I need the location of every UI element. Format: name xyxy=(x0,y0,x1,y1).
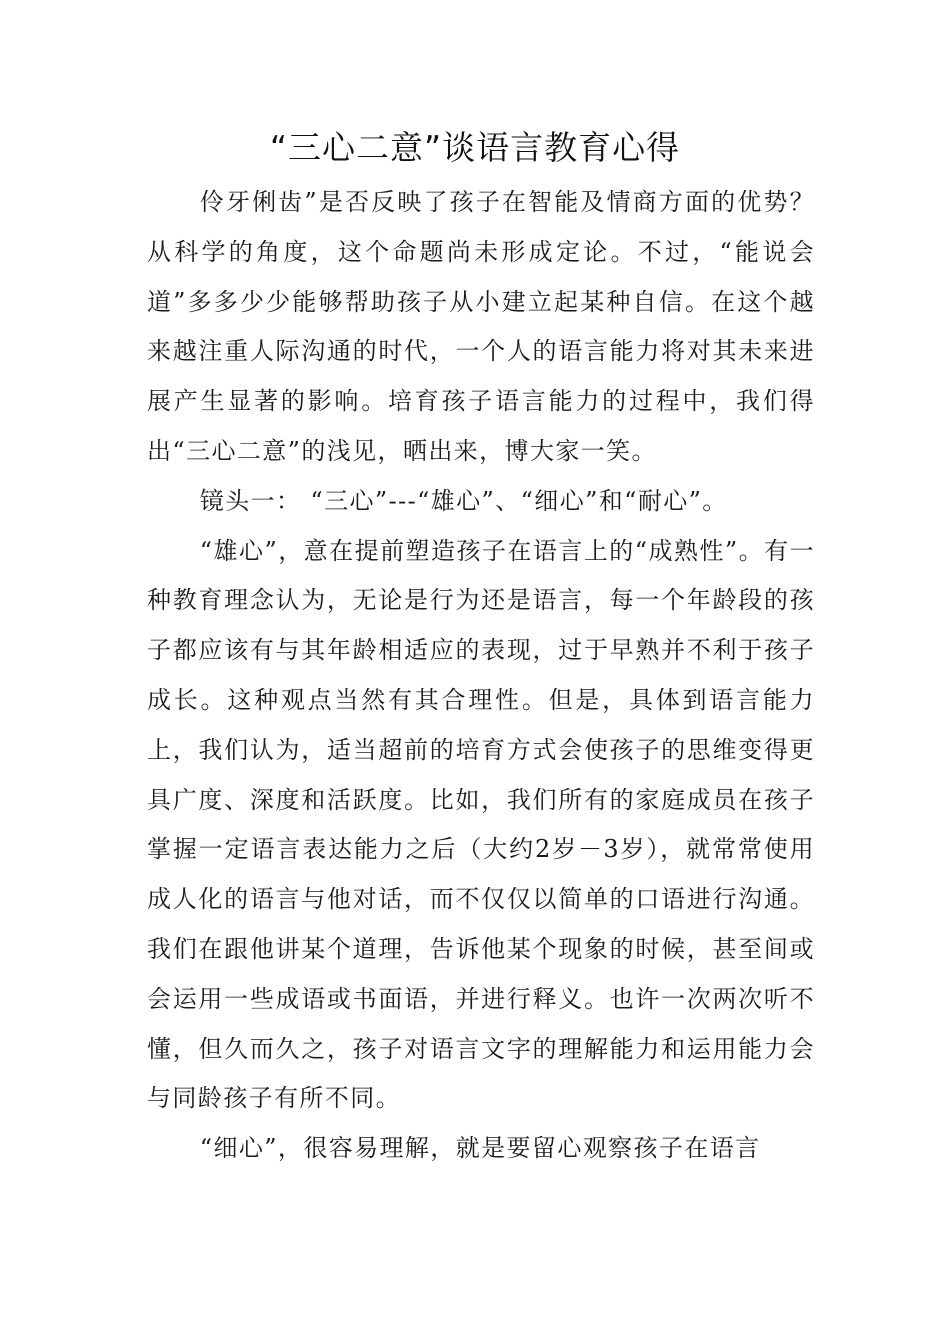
paragraph-scene-one: 镜头一： “三心”---“雄心”、“细心”和“耐心”。 xyxy=(199,486,728,515)
paragraph-ambition: “雄心”，意在提前塑造孩子在语言上的“成熟性”。有一种教育理念认为，无论是行为还是语言，每一个年龄段的孩子都应该有与其年龄相适应的表现，过于早熟并不利于孩子成长。这种观点当然有其合理性。但是，具体到语言能力上，我们认为，适当超前的培育方式会使孩子的思维变得更具广度、深度和活跃度。比如，我们所有的家庭成员在孩子掌握一定语言表达能力之后（大约2岁－3岁），就常常使用成人化的语言与他对话，而不仅仅以简单的口语进行沟通。我们在跟他讲某个道理，告诉他某个现象的时候，甚至间或会运用一些成语或书面语，并进行释义。也许一次两次听不懂，但久而久之，孩子对语言文字的理解能力和运用能力会与同龄孩子有所不同。 xyxy=(147,536,815,1113)
paragraph-carefulness: “细心”，很容易理解，就是要留心观察孩子在语言 xyxy=(199,1134,761,1163)
paragraph-intro: 伶牙俐齿”是否反映了孩子在智能及情商方面的优势？从科学的角度，这个命题尚未形成定论。不过，“能说会道”多多少少能够帮助孩子从小建立起某种自信。在这个越来越注重人际沟通的时代，一个人的语言能力将对其未来进展产生显著的影响。培育孩子语言能力的过程中，我们得出“三心二意”的浅见，晒出来，博大家一笑。 xyxy=(147,188,815,465)
article-body xyxy=(147,178,815,1174)
page-title: “三心二意”谈语言教育心得 xyxy=(269,128,681,167)
